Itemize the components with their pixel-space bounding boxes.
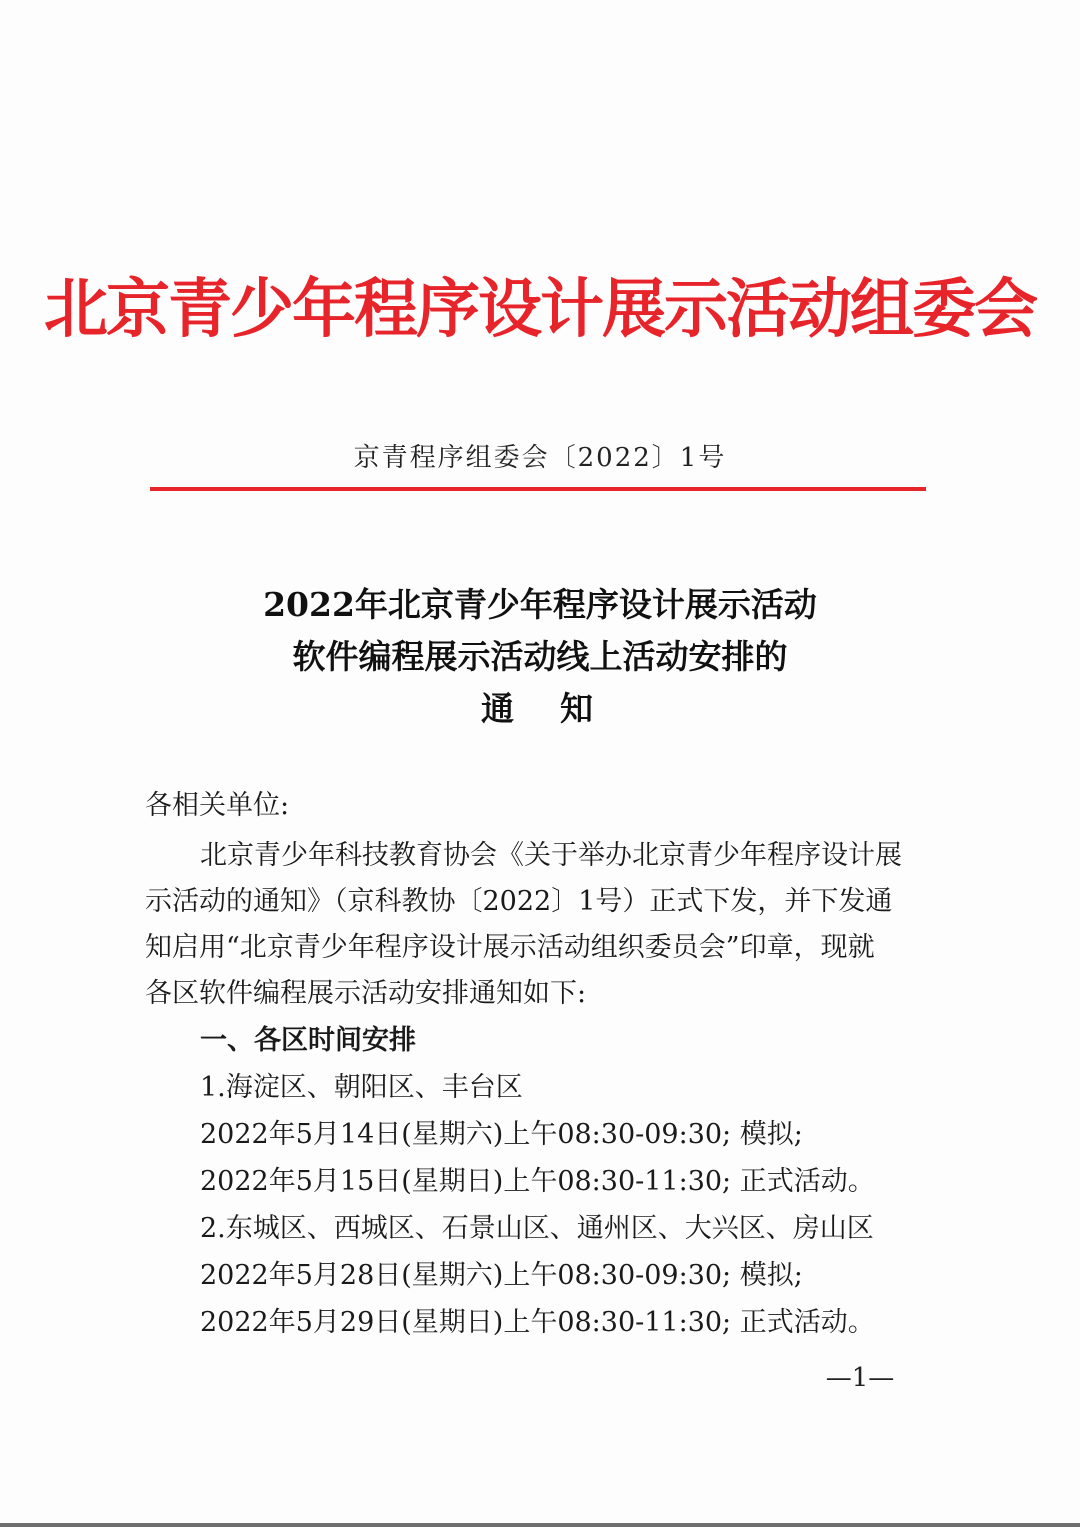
intro-line-1: 北京青少年科技教育协会《关于举办北京青少年程序设计展	[200, 840, 902, 871]
district-group-2: 2.东城区、西城区、石景山区、通州区、大兴区、房山区	[200, 1213, 874, 1244]
scan-bottom-edge	[0, 1523, 1080, 1527]
title-line-2: 软件编程展示活动线上活动安排的	[292, 637, 788, 676]
document-number: 京青程序组委会〔2022〕1号	[353, 443, 727, 473]
section-heading: 一、各区时间安排	[200, 1025, 416, 1056]
issuing-organization-header: 北京青少年程序设计展示活动组委会	[44, 273, 1036, 347]
salutation: 各相关单位:	[145, 790, 290, 821]
page-number: —1—	[825, 1363, 895, 1393]
intro-line-4: 各区软件编程展示活动安排通知如下:	[145, 978, 587, 1009]
intro-line-2: 示活动的通知》（京科教协〔2022〕1号）正式下发，并下发通	[145, 886, 893, 917]
schedule-line: 2022年5月28日(星期六)上午08:30-09:30; 模拟;	[200, 1260, 803, 1291]
intro-line-3: 知启用“北京青少年程序设计展示活动组织委员会”印章，现就	[145, 932, 875, 963]
schedule-line: 2022年5月14日(星期六)上午08:30-09:30; 模拟;	[200, 1119, 803, 1150]
title-line-1: 2022年北京青少年程序设计展示活动	[263, 585, 817, 624]
schedule-line: 2022年5月15日(星期日)上午08:30-11:30; 正式活动。	[200, 1166, 875, 1197]
title-line-3: 通知	[481, 689, 639, 728]
red-separator-rule	[150, 487, 926, 491]
district-group-1: 1.海淀区、朝阳区、丰台区	[200, 1072, 523, 1103]
schedule-line: 2022年5月29日(星期日)上午08:30-11:30; 正式活动。	[200, 1307, 875, 1338]
